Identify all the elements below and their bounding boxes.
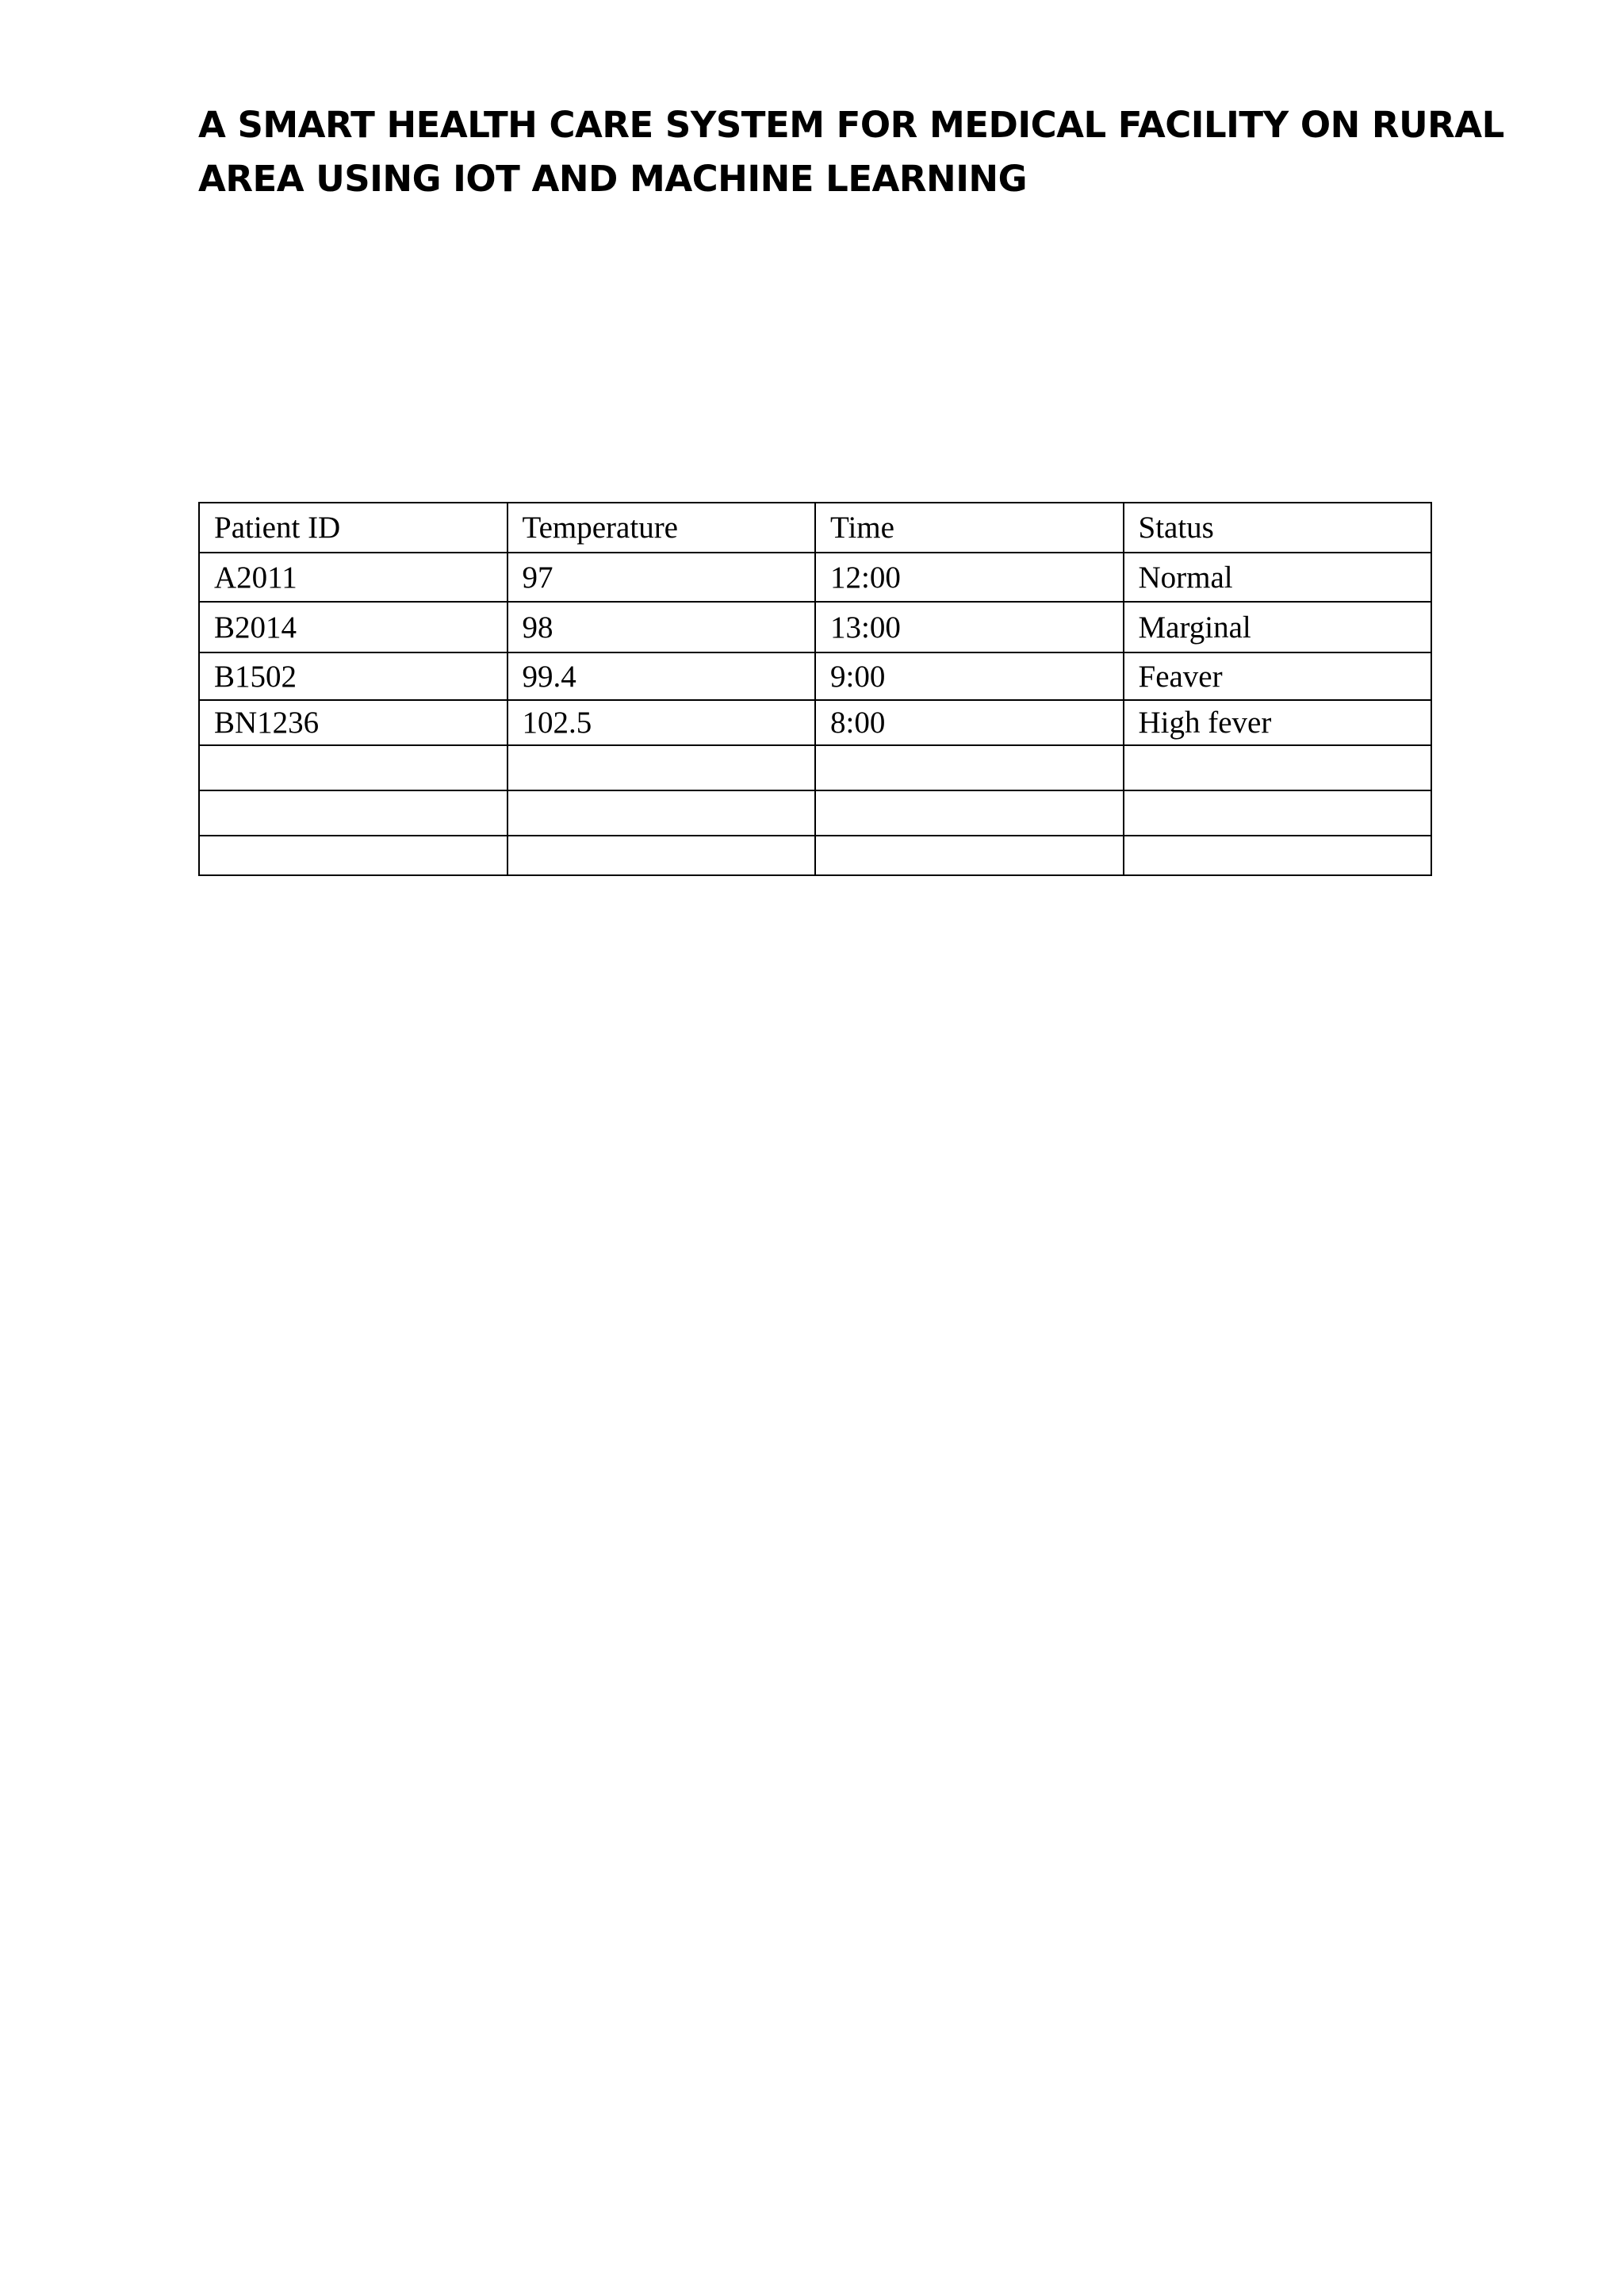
table-row: [199, 652, 1431, 700]
cell-empty: [815, 836, 1124, 875]
header-time: Time: [815, 503, 1124, 553]
cell-time: 13:00: [815, 602, 1124, 652]
cell-temperature: 97: [508, 553, 816, 602]
cell-empty: [508, 836, 816, 875]
header-status: Status: [1124, 503, 1432, 553]
table-row-empty: [199, 745, 1431, 790]
cell-temperature: 98: [508, 602, 816, 652]
title-line-1: A SMART HEALTH CARE SYSTEM FOR MEDICAL FACILITY ON RURAL: [198, 104, 1504, 146]
cell-temperature: 99.4: [508, 652, 816, 700]
cell-status: High fever: [1124, 700, 1432, 745]
cell-empty: [815, 745, 1124, 790]
cell-empty: [1124, 790, 1432, 836]
cell-patient-id: B2014: [199, 602, 508, 652]
cell-patient-id: A2011: [199, 553, 508, 602]
table-row: [199, 602, 1431, 652]
cell-patient-id: BN1236: [199, 700, 508, 745]
cell-empty: [508, 745, 816, 790]
table-row-empty: [199, 790, 1431, 836]
cell-empty: [199, 836, 508, 875]
cell-patient-id: B1502: [199, 652, 508, 700]
cell-empty: [815, 790, 1124, 836]
document-title: [198, 98, 1504, 206]
table-header-row: [199, 503, 1431, 553]
title-line-2: AREA USING IOT AND MACHINE LEARNING: [198, 158, 1028, 200]
cell-empty: [1124, 745, 1432, 790]
cell-time: 8:00: [815, 700, 1124, 745]
cell-time: 12:00: [815, 553, 1124, 602]
cell-empty: [508, 790, 816, 836]
table-row: [199, 553, 1431, 602]
cell-status: Feaver: [1124, 652, 1432, 700]
table-row-empty: [199, 836, 1431, 875]
cell-empty: [199, 790, 508, 836]
header-patient-id: Patient ID: [199, 503, 508, 553]
table-row: [199, 700, 1431, 745]
patient-temperature-table: [198, 502, 1432, 876]
cell-status: Normal: [1124, 553, 1432, 602]
cell-temperature: 102.5: [508, 700, 816, 745]
cell-empty: [199, 745, 508, 790]
header-temperature: Temperature: [508, 503, 816, 553]
cell-status: Marginal: [1124, 602, 1432, 652]
cell-time: 9:00: [815, 652, 1124, 700]
cell-empty: [1124, 836, 1432, 875]
